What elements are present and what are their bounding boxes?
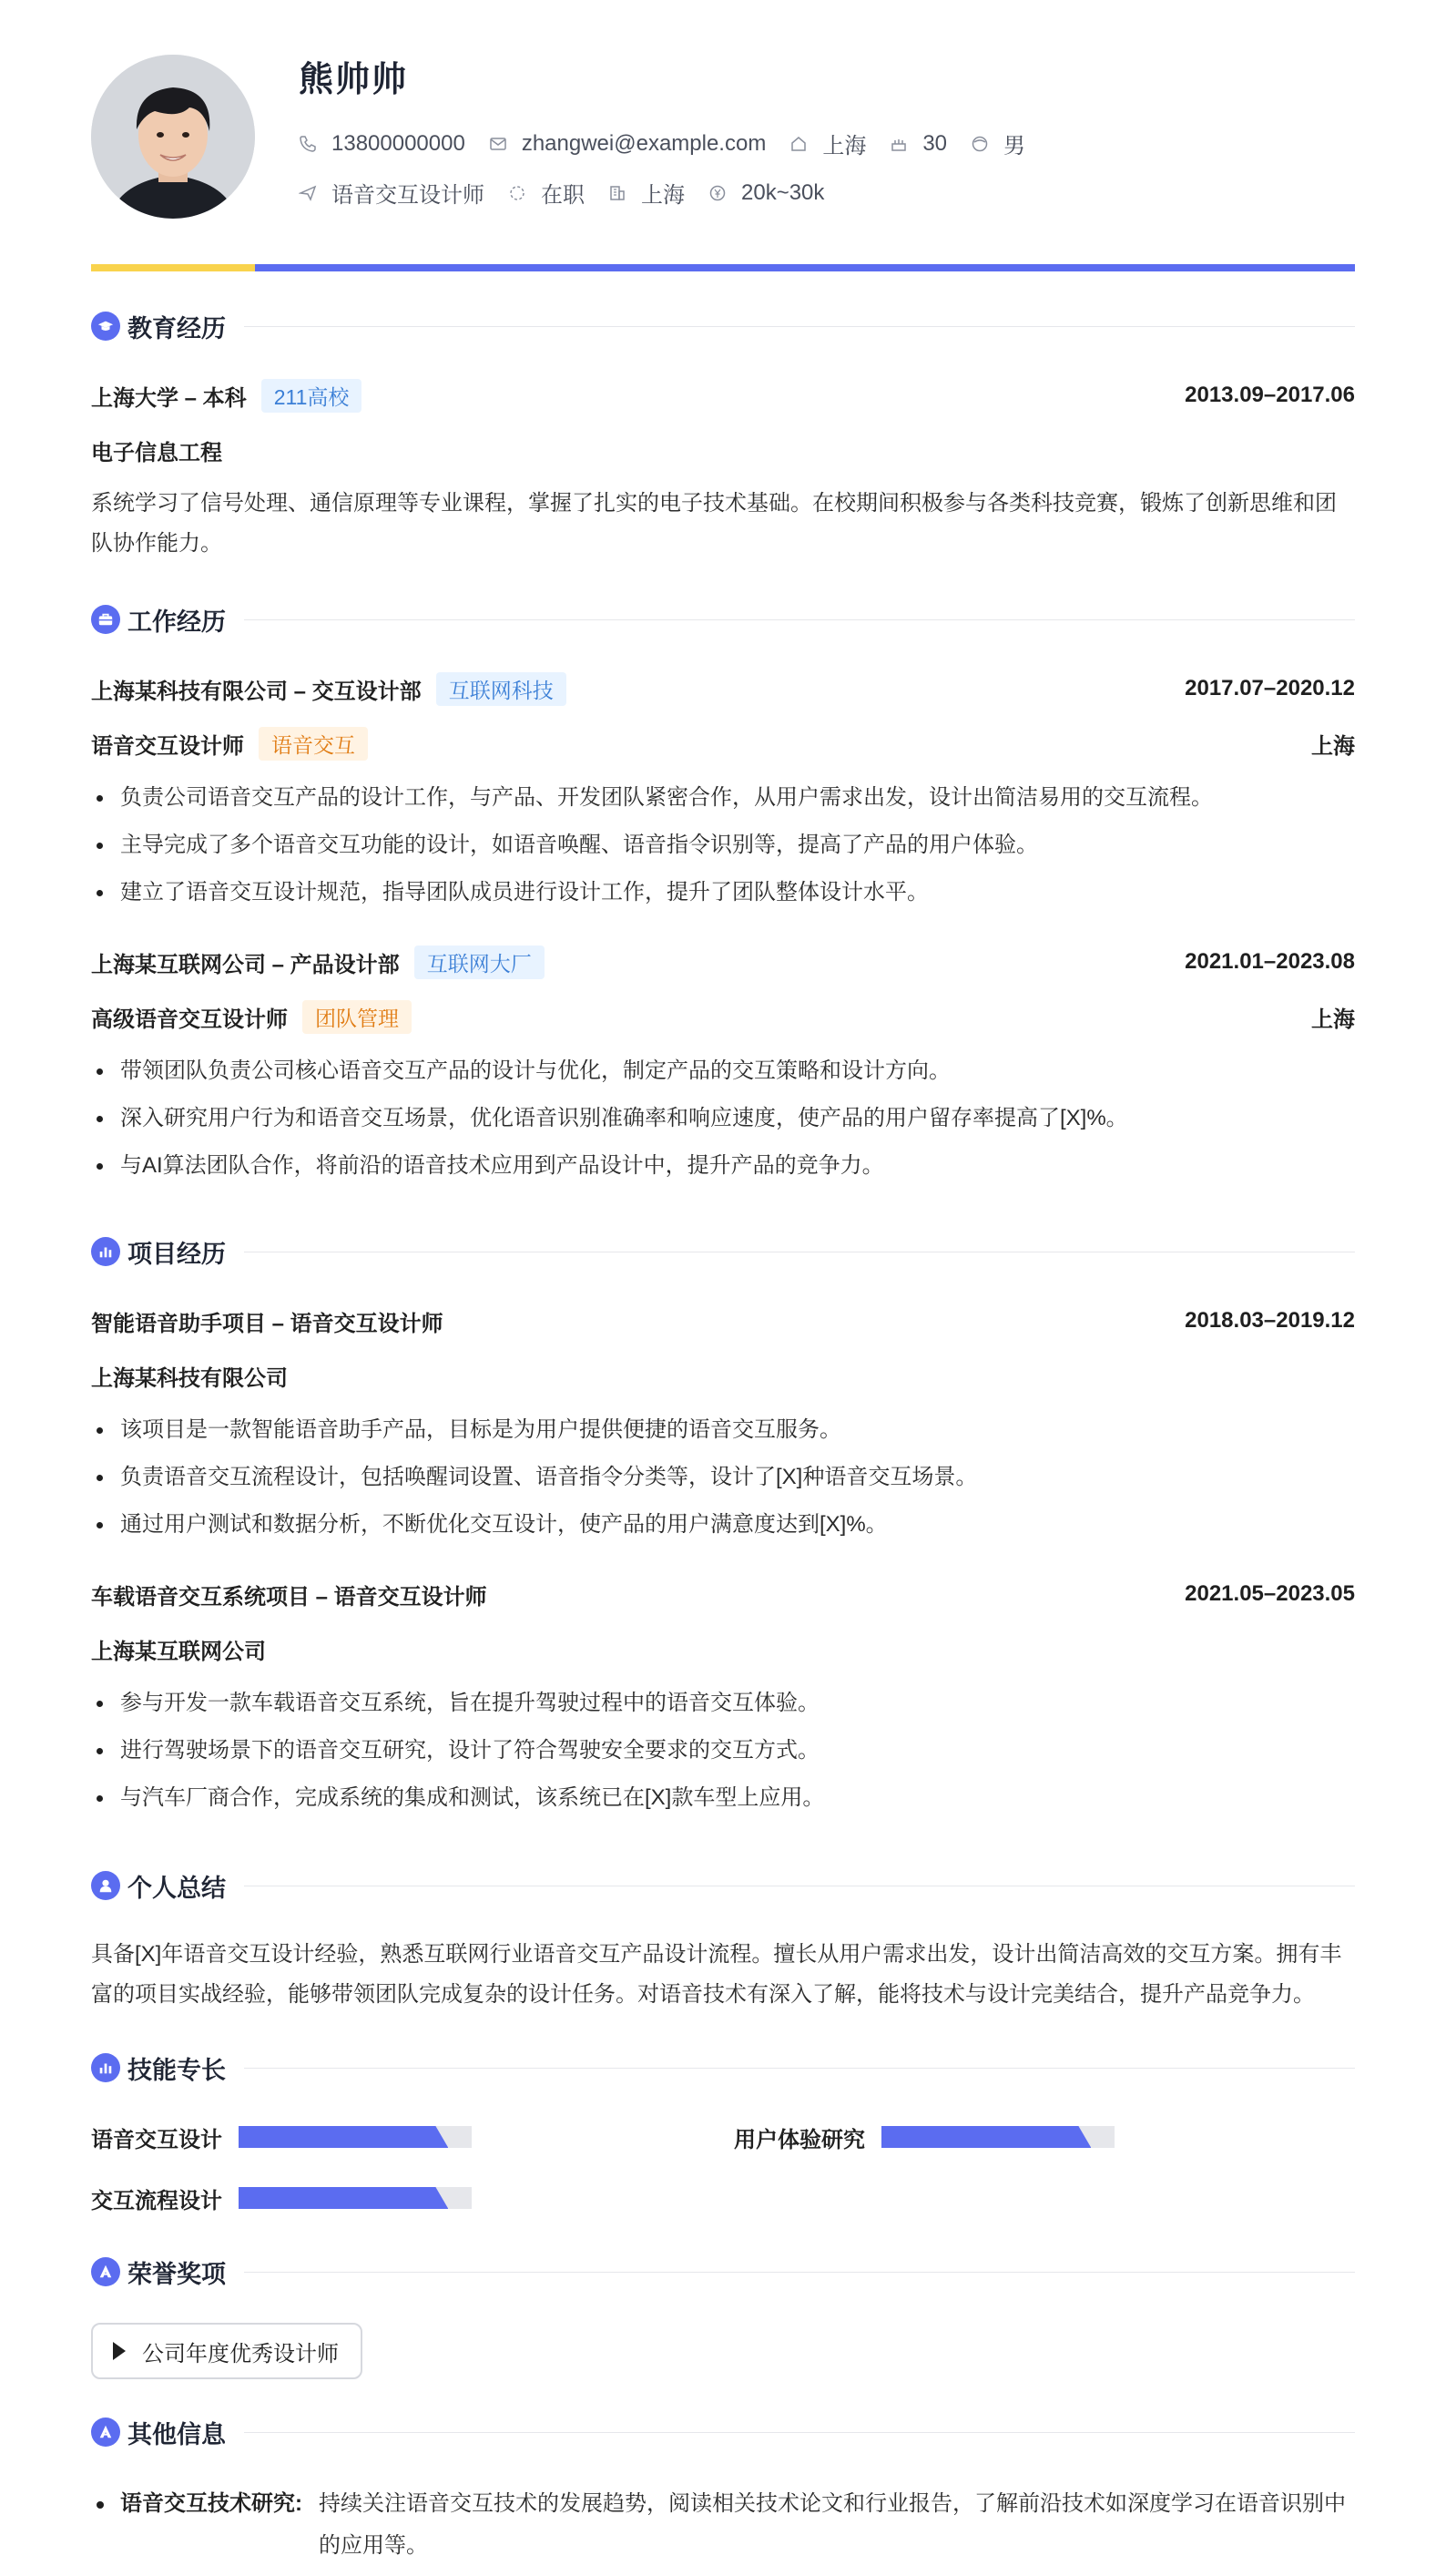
section-title: 技能专长 [127, 2056, 226, 2084]
skill-label: 语音交互设计 [91, 2127, 222, 2152]
skill-bar-fill [239, 2187, 448, 2209]
section-title: 工作经历 [127, 608, 226, 636]
major-row [91, 434, 1355, 466]
age-text: 30 [922, 130, 948, 156]
list-item: 进行驾驶场景下的语音交互研究，设计了符合驾驶安全要求的交互方式。 [91, 1727, 1355, 1774]
skill-bar-fill [881, 2126, 1091, 2148]
section-work-header [91, 603, 1355, 636]
section-divider [244, 2068, 1355, 2069]
status-item [508, 177, 585, 209]
company-tag: 互联网大厂 [414, 946, 545, 979]
phone-item [299, 131, 465, 157]
divider-accent-blue [255, 264, 1355, 271]
section-education-header [91, 310, 1355, 342]
job-role-row [91, 1000, 1355, 1033]
job-role: 高级语音交互设计师 [91, 1007, 288, 1032]
section-title: 项目经历 [127, 1240, 226, 1268]
skill-item [91, 2121, 472, 2153]
job-company-row [91, 946, 1355, 978]
list-item: 通过用户测试和数据分析，不断优化交互设计，使产品的用户满意度达到[X]%。 [91, 1501, 1355, 1549]
job-bullets [91, 774, 1355, 916]
person-face-icon [971, 135, 989, 153]
skill-bar-track [239, 2187, 472, 2209]
section-divider [244, 326, 1355, 327]
home-icon [789, 135, 808, 153]
candidate-name: 熊帅帅 [299, 61, 409, 99]
city-item [789, 128, 866, 159]
project-bullets [91, 1406, 1355, 1549]
play-triangle-icon [113, 2342, 126, 2360]
project-date: 2021.05–2023.05 [1185, 1581, 1355, 1606]
school-tag: 211高校 [261, 379, 362, 413]
list-item: 深入研究用户行为和语音交互场景，优化语音识别准确率和响应速度，使产品的用户留存率提高了[X]%。 [91, 1095, 1355, 1142]
section-skills-header [91, 2051, 1355, 2084]
education-description: 系统学习了信号处理、通信原理等专业课程，掌握了扎实的电子技术基础。在校期间积极参与各类科技竞赛，锻炼了创新思维和团队协作能力。 [91, 491, 1337, 556]
job-intent-row [299, 177, 848, 209]
salary-item [708, 180, 824, 206]
job-bullets [91, 1048, 1355, 1190]
education-row [91, 379, 1355, 412]
salary-text: 20k~30k [741, 179, 825, 205]
project-row [91, 1578, 1355, 1610]
other-item [91, 2483, 1355, 2567]
skill-label: 用户体验研究 [734, 2127, 865, 2152]
role-tag: 语音交互 [259, 727, 368, 761]
section-title: 荣誉奖项 [127, 2260, 226, 2288]
section-divider [244, 2272, 1355, 2273]
other-label: 语音交互技术研究: [120, 2491, 302, 2516]
cake-icon [890, 135, 908, 153]
skill-bar-track [239, 2126, 472, 2148]
contact-row [299, 128, 1049, 159]
currency-icon [708, 184, 727, 202]
bullet-dot [97, 2501, 104, 2509]
skill-bar-track [881, 2126, 1115, 2148]
status-text: 在职 [541, 183, 585, 208]
job-company: 上海某互联网公司 – 产品设计部 [91, 952, 400, 977]
divider-accent-yellow [91, 264, 255, 271]
city-text: 上海 [822, 134, 867, 158]
target-city-item [608, 177, 685, 209]
skill-item [91, 2182, 472, 2214]
resume-page [91, 0, 1355, 2558]
award-label: 公司年度优秀设计师 [142, 2341, 339, 2366]
email-text[interactable]: zhangwei@example.com [521, 130, 767, 156]
job-company-row [91, 672, 1355, 705]
project-row [91, 1304, 1355, 1337]
phone-text[interactable]: 13800000000 [331, 130, 465, 156]
job-location: 上海 [1311, 1007, 1355, 1032]
section-title: 个人总结 [127, 1874, 226, 1902]
spinner-icon [508, 184, 526, 202]
school-name: 上海大学 – 本科 [91, 385, 247, 411]
job-role-row [91, 727, 1355, 760]
other-text: 持续关注语音交互技术的发展趋势，阅读相关技术论文和行业报告，了解前沿技术如深度学习在语音识别中的应用等。 [319, 2491, 1346, 2558]
resume-header [91, 0, 1355, 271]
company-tag: 互联网科技 [436, 672, 566, 706]
section-divider [244, 2432, 1355, 2433]
graduation-cap-icon [91, 312, 120, 341]
project-date: 2018.03–2019.12 [1185, 1308, 1355, 1333]
skill-label: 交互流程设计 [91, 2188, 222, 2213]
email-item [489, 131, 767, 157]
education-date: 2013.09–2017.06 [1185, 383, 1355, 407]
age-item [890, 131, 947, 157]
target-role-text: 语音交互设计师 [331, 183, 484, 208]
award-icon [91, 2257, 120, 2286]
list-item: 与汽车厂商合作，完成系统的集成和测试，该系统已在[X]款车型上应用。 [91, 1774, 1355, 1822]
job-company: 上海某科技有限公司 – 交互设计部 [91, 679, 422, 704]
job-role: 语音交互设计师 [91, 733, 244, 759]
list-item: 负责公司语音交互产品的设计工作，与产品、开发团队紧密合作，从用户需求出发，设计出简洁易用的交互流程。 [91, 774, 1355, 822]
skill-bar-fill [239, 2126, 448, 2148]
list-item: 与AI算法团队合作，将前沿的语音技术应用到产品设计中，提升产品的竞争力。 [91, 1142, 1355, 1190]
major-name: 电子信息工程 [91, 440, 222, 465]
bar-chart-icon [91, 2053, 120, 2082]
target-city-text: 上海 [641, 183, 685, 208]
briefcase-icon [91, 605, 120, 634]
section-summary-header [91, 1869, 1355, 1902]
mail-icon [489, 135, 507, 153]
project-company-row [91, 1632, 1355, 1665]
project-company: 上海某科技有限公司 [91, 1365, 288, 1391]
job-date: 2021.01–2023.08 [1185, 949, 1355, 974]
summary-text: 具备[X]年语音交互设计经验，熟悉互联网行业语音交互产品设计流程。擅长从用户需求出发，设计出简洁高效的交互方案。拥有丰富的项目实战经验，能够带领团队完成复杂的设计任务。对语音技术有深入了解，能将技术与设计完美结合，提升产品竞争力。 [91, 1942, 1342, 2007]
section-awards-header [91, 2255, 1355, 2288]
job-date: 2017.07–2020.12 [1185, 676, 1355, 700]
bar-chart-icon [91, 1237, 120, 1266]
award-icon [91, 2418, 120, 2447]
list-item: 带领团队负责公司核心语音交互产品的设计与优化，制定产品的交互策略和设计方向。 [91, 1048, 1355, 1095]
section-divider [244, 619, 1355, 620]
target-role-item [299, 177, 484, 209]
send-icon [299, 184, 317, 202]
list-item: 该项目是一款智能语音助手产品，目标是为用户提供便捷的语音交互服务。 [91, 1406, 1355, 1454]
list-item: 参与开发一款车载语音交互系统，旨在提升驾驶过程中的语音交互体验。 [91, 1680, 1355, 1727]
list-item: 建立了语音交互设计规范，指导团队成员进行设计工作，提升了团队整体设计水平。 [91, 869, 1355, 916]
building-icon [608, 184, 626, 202]
section-title: 其他信息 [127, 2420, 226, 2448]
project-name: 车载语音交互系统项目 – 语音交互设计师 [91, 1584, 487, 1610]
list-item: 主导完成了多个语音交互功能的设计，如语音唤醒、语音指令识别等，提高了产品的用户体验。 [91, 822, 1355, 869]
list-item: 负责语音交互流程设计，包括唤醒词设置、语音指令分类等，设计了[X]种语音交互场景。 [91, 1454, 1355, 1501]
project-company: 上海某互联网公司 [91, 1639, 266, 1664]
section-projects-header [91, 1235, 1355, 1268]
header-divider [91, 264, 1355, 271]
role-tag: 团队管理 [302, 1000, 412, 1034]
gender-text: 男 [1003, 134, 1026, 158]
user-icon [91, 1871, 120, 1900]
award-item[interactable] [91, 2323, 362, 2379]
job-location: 上海 [1311, 733, 1355, 759]
gender-item [971, 128, 1025, 159]
section-title: 教育经历 [127, 314, 226, 342]
skill-item [734, 2121, 1115, 2153]
section-other-header [91, 2416, 1355, 2448]
project-bullets [91, 1680, 1355, 1822]
avatar [91, 55, 255, 219]
project-name: 智能语音助手项目 – 语音交互设计师 [91, 1311, 443, 1336]
project-company-row [91, 1359, 1355, 1392]
phone-icon [299, 135, 317, 153]
